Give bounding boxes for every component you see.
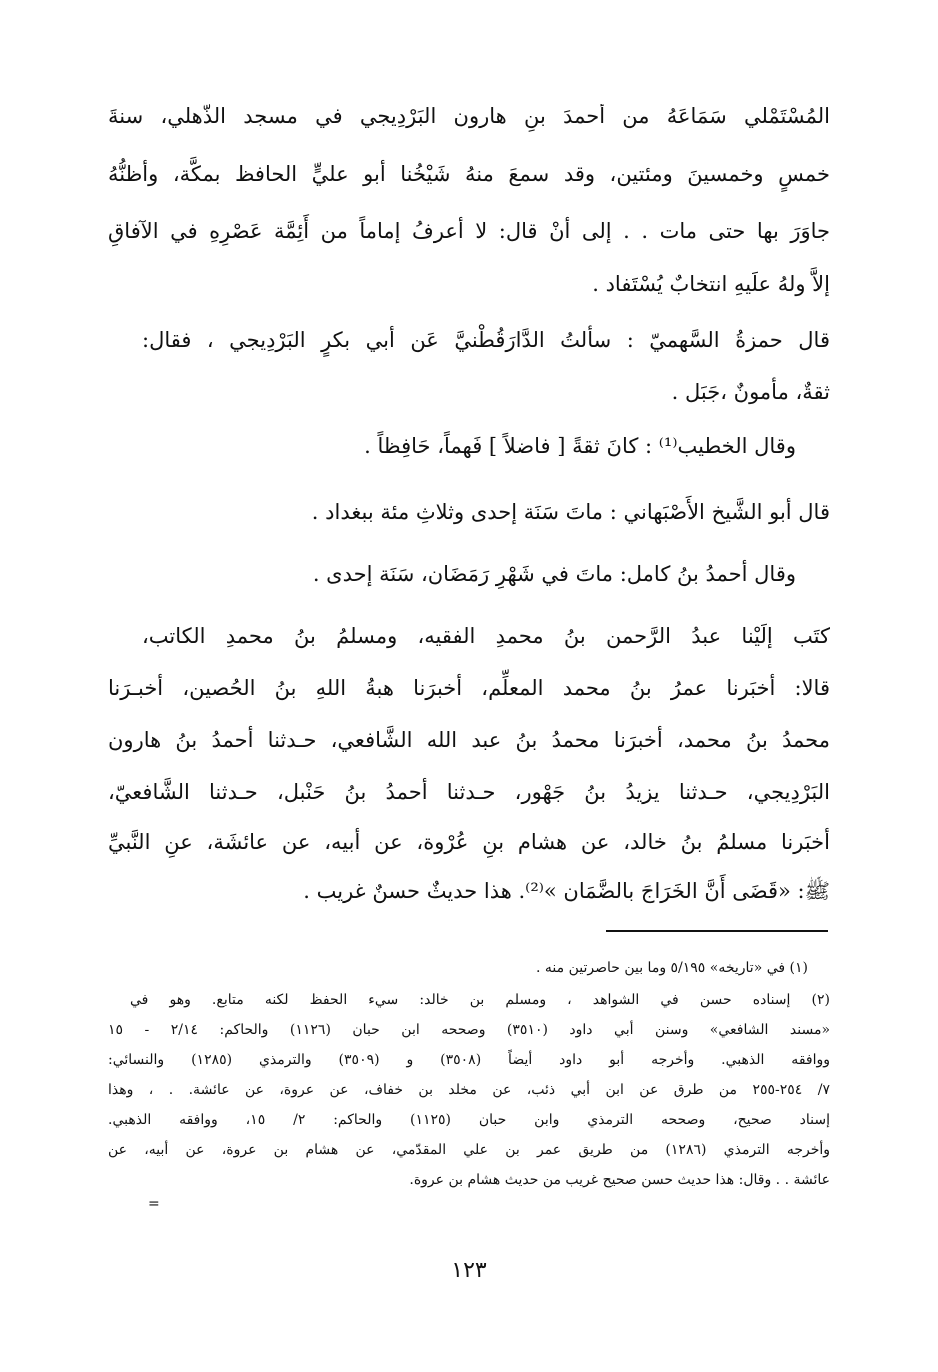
footnote-line: إسناد صحيح، وصححه الترمذي وابن حبان (١١٢٥) والحاكم: ٢/ ١٥، ووافقه الذهبي. (108, 1112, 830, 1128)
footnote-line: عائشة . . وقال: هذا حديث حسن صحيح غريب من حديث هشام بن عروة. (409, 1172, 830, 1188)
text-line: كتَب إلَيْنا عبدُ الرَّحمن بنُ محمدِ الفقيه، ومسلمُ بنُ محمدِ الكاتب، (142, 624, 830, 648)
text-line: أخبَرنا مسلمُ بنُ خالد، عن هشام بنِ عُرْوة، عن أبيه، عن عائشَة، عنِ النَّبيِّ (108, 830, 830, 854)
text-line: خمسٍ وخمسينَ ومئتين، وقد سمعَ منهُ شَيْخُنا أبو عليٍّ الحافظ بمكَّة، وأظنُّهُ (108, 162, 830, 186)
footnote-line: ٧/ ٢٥٤-٢٥٥ من طرق عن ابن أبي ذئب، عن مخلد بن خفاف، عن عروة، عن عائشة. . ، وهذا (108, 1082, 830, 1098)
footnote-line: وأخرجه الترمذي (١٢٨٦) من طريق عمر بن علي المقدّمي، عن هشام بن عروة، عن أبيه، عن (108, 1142, 830, 1158)
text-line: إلاَّ ولهُ علَيهِ انتخابٌ يُسْتَفاد . (592, 272, 830, 296)
footnote-line: (٢) إسناده حسن في الشواهد ، ومسلم بن خالد: سيء الحفظ لكنه متابع. وهو في (130, 992, 830, 1008)
footnote-line: ووافقه الذهبي. وأخرجه أبو داود أيضاً (٣٥٠٨) و (٣٥٠٩) والترمذي (١٢٨٥) والنسائي: (108, 1052, 830, 1068)
text-line: ﷺ: «قَضَى أَنَّ الخَرَاجَ بالضَّمَان »⁽²⁾. هذا حديثٌ حسنٌ غريب . (303, 879, 830, 903)
footnote-line: (١) في «تاريخه» ٥/١٩٥ وما بين حاصرتين منه . (535, 960, 808, 976)
continuation-mark: = (148, 1196, 160, 1212)
text-line: قال أبو الشَّيخ الأَصْبَهاني : ماتَ سَنَة إحدى وثلاثِ مئة ببغداد . (311, 500, 830, 524)
text-line: وقال الخطيب⁽¹⁾ : كانَ ثقةً [ فاضلاً ] فَهماً، حَافِظاً . (364, 434, 796, 458)
text-line: وقال أحمدُ بنُ كامل: ماتَ في شَهْرِ رَمَضَان، سَنَة إحدى . (312, 562, 796, 586)
text-line: جاوَرَ بها حتى مات . . إلى أنْ قال: لا أعرفُ إماماً من أَئِمَّة عَصْرِهِ في الآفاقِ (108, 219, 830, 243)
footnote-separator (606, 930, 828, 932)
text-line: المُسْتَمْلي سَمَاعَهُ من أحمدَ بنِ هارون البَرْدِيجي في مسجد الذُّهلي، سنةَ (108, 104, 830, 128)
page-number: ١٢٣ (451, 1258, 487, 1283)
text-line: ثقةٌ، مأمونٌ ،جَبَل . (671, 380, 830, 404)
text-line: محمدُ بنُ محمد، أخبرَنا محمدُ بنُ عبد الله الشَّافعي، حـدثنا أحمدُ بنُ هارون (108, 728, 830, 752)
footnote-line: «مسند الشافعي» وسنن أبي داود (٣٥١٠) وصححه ابن حبان (١١٢٦) والحاكم: ٢/١٤ - ١٥ (108, 1022, 830, 1038)
text-line: قال حمزةُ السَّهميّ : سألتُ الدَّارَقُطْنيَّ عَن أبي بكرٍ البَرْدِيجي ، فقال: (142, 328, 830, 352)
text-line: البَرْدِيجي، حـدثنا يزيدُ بنُ جَهْور، حـدثنا أحمدُ بنُ حَنْبل، حـدثنا الشَّافعيّ، (108, 780, 830, 804)
footnotes (108, 960, 830, 1220)
text-line: قالا: أخبَرنا عمرُ بنُ محمد المعلِّم، أخبرَنا هبةُ اللهِ بنُ الحُصين، أخبـرَنا (108, 676, 830, 700)
main-text (108, 104, 830, 904)
